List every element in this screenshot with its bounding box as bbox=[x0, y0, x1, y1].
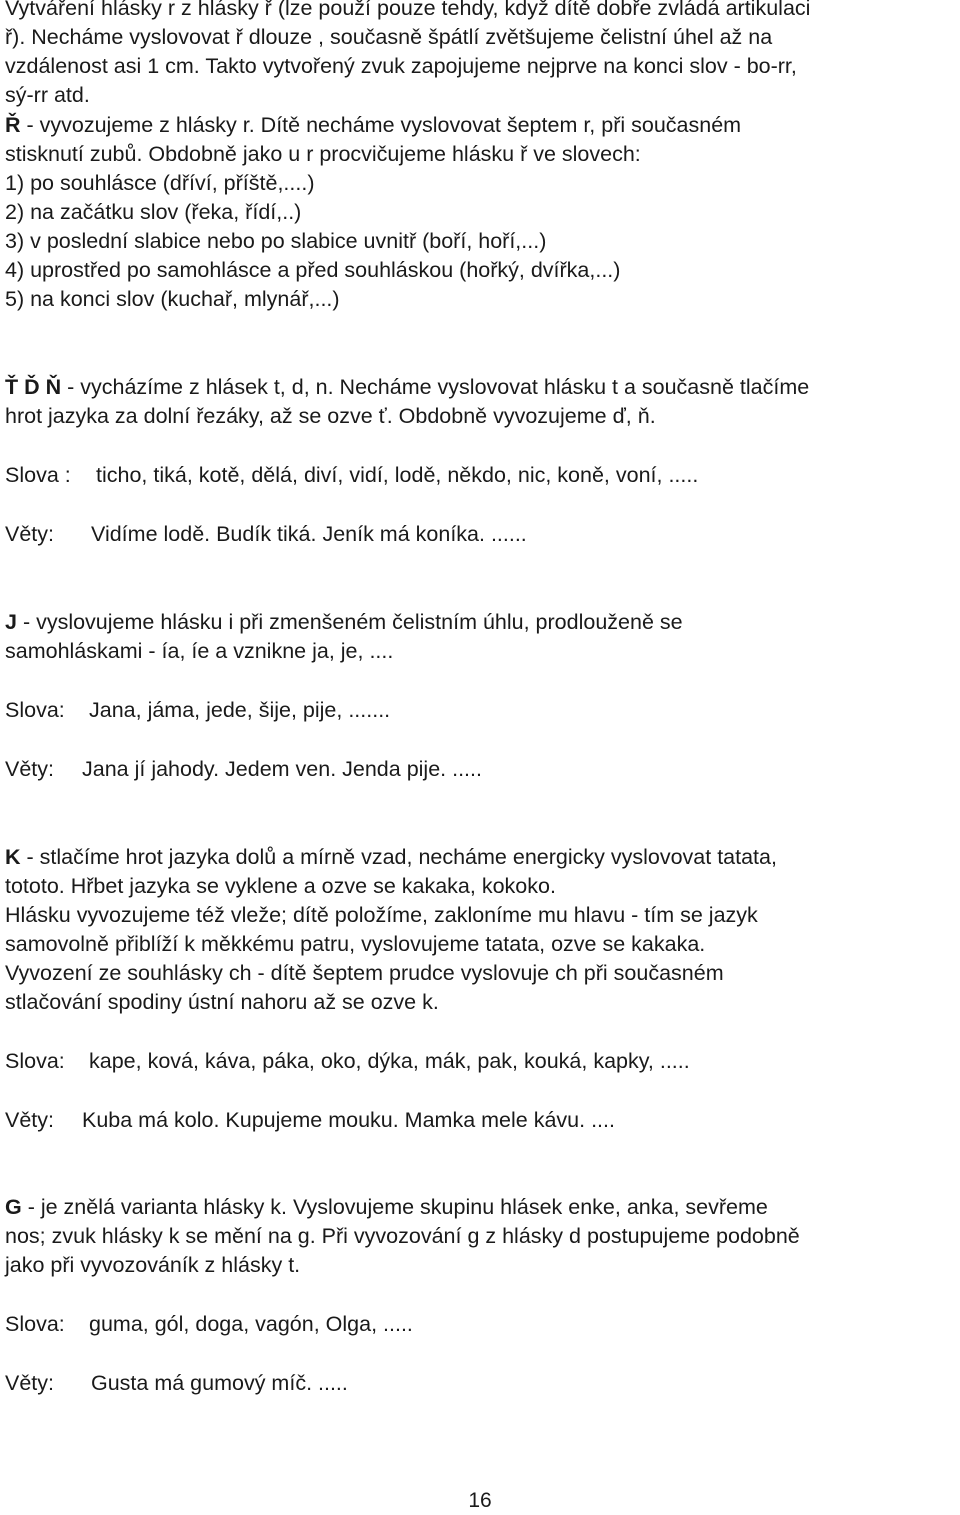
words-text: Jana, jáma, jede, šije, pije, ....... bbox=[89, 698, 391, 722]
page-number: 16 bbox=[468, 1489, 492, 1512]
paragraph-line: tototo. Hřbet jazyka se vyklene a ozve se kakaka, kokoko. bbox=[5, 874, 556, 898]
sentences-label: Věty: bbox=[5, 1108, 54, 1132]
paragraph-line: sý-rr atd. bbox=[5, 83, 90, 107]
list-item: 4) uprostřed po samohlásce a před souhláskou (hořký, dvířka,...) bbox=[5, 258, 621, 282]
section-heading-k: K bbox=[5, 845, 21, 869]
paragraph-line: Hlásku vyvozujeme též vleže; dítě položíme, zakloníme mu hlavu - tím se jazyk bbox=[5, 903, 758, 927]
paragraph-text: - vycházíme z hlásek t, d, n. Necháme vyslovovat hlásku t a současně tlačíme bbox=[61, 375, 810, 399]
section-j-intro bbox=[5, 608, 683, 636]
sentences-label: Věty: bbox=[5, 522, 54, 546]
paragraph-line: Vytváření hlásky r z hlásky ř (lze použí pouze tehdy, když dítě dobře zvládá artikulaci bbox=[5, 0, 811, 20]
paragraph-text: - je znělá varianta hlásky k. Vyslovujeme skupinu hlásek enke, anka, sevřeme bbox=[21, 1195, 768, 1219]
list-item: 5) na konci slov (kuchař, mlynář,...) bbox=[5, 287, 340, 311]
paragraph-line: Vyvození ze souhlásky ch - dítě šeptem prudce vyslovuje ch při současném bbox=[5, 961, 724, 985]
section-t-d-n-intro bbox=[5, 373, 809, 401]
paragraph-text: - stlačíme hrot jazyka dolů a mírně vzad, necháme energicky vyslovovat tatata, bbox=[20, 845, 777, 869]
words-text: ticho, tiká, kotě, dělá, diví, vidí, lodě, někdo, nic, koně, voní, ..... bbox=[96, 463, 699, 487]
paragraph-line: jako při vyvozováník z hlásky t. bbox=[5, 1253, 301, 1277]
section-heading-g: G bbox=[5, 1195, 22, 1219]
section-heading-r-hacek: Ř bbox=[5, 113, 21, 137]
sentences-line bbox=[5, 520, 527, 548]
sentences-line bbox=[5, 1106, 615, 1134]
words-label: Slova: bbox=[5, 1049, 65, 1073]
sentences-line bbox=[5, 755, 482, 783]
paragraph-text: - vyvozujeme z hlásky r. Dítě necháme vyslovovat šeptem r, při současném bbox=[20, 113, 742, 137]
words-line bbox=[5, 696, 390, 724]
paragraph-line: nos; zvuk hlásky k se mění na g. Při vyvozování g z hlásky d postupujeme podobně bbox=[5, 1224, 800, 1248]
list-item: 1) po souhlásce (dříví, příště,....) bbox=[5, 171, 315, 195]
paragraph-line: samovolně přiblíží k měkkému patru, vyslovujeme tatata, ozve se kakaka. bbox=[5, 932, 706, 956]
sentences-label: Věty: bbox=[5, 757, 54, 781]
words-line bbox=[5, 461, 698, 489]
words-label: Slova : bbox=[5, 463, 71, 487]
paragraph-text: - vyslovujeme hlásku i při zmenšeném čelistním úhlu, prodlouženě se bbox=[16, 610, 683, 634]
sentences-text: Kuba má kolo. Kupujeme mouku. Mamka mele kávu. .... bbox=[82, 1108, 615, 1132]
paragraph-line: ř). Necháme vyslovovat ř dlouze , současně špátlí zvětšujeme čelistní úhel až na bbox=[5, 25, 773, 49]
words-line bbox=[5, 1310, 413, 1338]
sentences-text: Vidíme lodě. Budík tiká. Jeník má koníka. ...... bbox=[91, 522, 527, 546]
section-k-intro bbox=[5, 843, 777, 871]
paragraph-line: hrot jazyka za dolní řezáky, až se ozve ť. Obdobně vyvozujeme ď, ň. bbox=[5, 404, 656, 428]
words-label: Slova: bbox=[5, 1312, 65, 1336]
section-heading-t-d-n: Ť Ď Ň bbox=[5, 375, 62, 399]
paragraph-line: stlačování spodiny ústní nahoru až se ozve k. bbox=[5, 990, 439, 1014]
words-text: guma, gól, doga, vagón, Olga, ..... bbox=[89, 1312, 413, 1336]
sentences-text: Gusta má gumový míč. ..... bbox=[91, 1371, 348, 1395]
list-item: 3) v poslední slabice nebo po slabice uvnitř (boří, hoří,...) bbox=[5, 229, 547, 253]
section-g-intro bbox=[5, 1193, 768, 1221]
section-heading-j: J bbox=[5, 610, 17, 634]
sentences-text: Jana jí jahody. Jedem ven. Jenda pije. ..... bbox=[82, 757, 482, 781]
paragraph-line: stisknutí zubů. Obdobně jako u r procvičujeme hlásku ř ve slovech: bbox=[5, 142, 641, 166]
sentences-line bbox=[5, 1369, 348, 1397]
paragraph-line: vzdálenost asi 1 cm. Takto vytvořený zvuk zapojujeme nejprve na konci slov - bo-rr, bbox=[5, 54, 797, 78]
list-item: 2) na začátku slov (řeka, řídí,..) bbox=[5, 200, 302, 224]
paragraph-line: samohláskami - ía, íe a vznikne ja, je, .... bbox=[5, 639, 394, 663]
words-line bbox=[5, 1047, 690, 1075]
sentences-label: Věty: bbox=[5, 1371, 54, 1395]
section-r-hacek-intro bbox=[5, 111, 741, 139]
words-text: kape, ková, káva, páka, oko, dýka, mák, pak, kouká, kapky, ..... bbox=[89, 1049, 690, 1073]
words-label: Slova: bbox=[5, 698, 65, 722]
